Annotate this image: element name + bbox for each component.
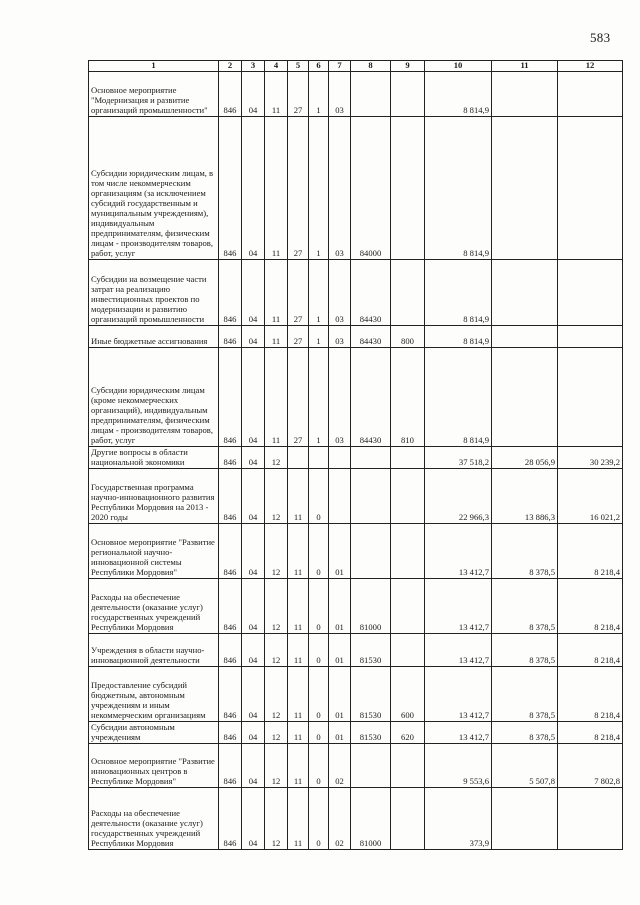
activity-code-cell: 01	[329, 667, 351, 722]
direction-code-cell: 84430	[351, 326, 391, 348]
row-name-cell: Расходы на обеспечение деятельности (оказание услуг) государственных учреждений Республики Мордовия	[89, 788, 219, 850]
table-row	[89, 788, 623, 850]
header-row	[89, 61, 623, 72]
column-header: 2	[219, 61, 242, 72]
amount-year2-cell: 5 507,8	[492, 744, 558, 788]
section-code-cell: 04	[242, 326, 265, 348]
section-code-cell: 04	[242, 260, 265, 326]
subsection-code-cell: 11	[265, 260, 288, 326]
amount-year3-cell: 7 802,8	[558, 744, 623, 788]
subsection-code-cell: 11	[265, 348, 288, 447]
direction-code-cell	[351, 447, 391, 469]
activity-code-cell: 03	[329, 326, 351, 348]
program-code-cell: 11	[288, 469, 309, 524]
activity-code-cell: 02	[329, 744, 351, 788]
amount-year1-cell: 13 412,7	[425, 667, 492, 722]
amount-year3-cell: 8 218,4	[558, 579, 623, 634]
subsection-code-cell: 12	[265, 744, 288, 788]
amount-year1-cell: 13 412,7	[425, 722, 492, 744]
row-name-cell: Другие вопросы в области национальной экономики	[89, 447, 219, 469]
row-name-cell: Учреждения в области научно-инновационной деятельности	[89, 634, 219, 667]
activity-code-cell: 01	[329, 524, 351, 579]
expense-type-cell	[391, 260, 425, 326]
expense-type-cell	[391, 447, 425, 469]
direction-code-cell	[351, 72, 391, 117]
chapter-code-cell: 846	[219, 744, 242, 788]
chapter-code-cell: 846	[219, 579, 242, 634]
direction-code-cell: 81530	[351, 667, 391, 722]
table-row	[89, 447, 623, 469]
program-code-cell: 11	[288, 788, 309, 850]
expense-type-cell	[391, 524, 425, 579]
amount-year2-cell: 8 378,5	[492, 634, 558, 667]
amount-year1-cell: 8 814,9	[425, 348, 492, 447]
program-code-cell: 27	[288, 117, 309, 260]
amount-year1-cell: 13 412,7	[425, 579, 492, 634]
table-row	[89, 667, 623, 722]
amount-year1-cell: 8 814,9	[425, 72, 492, 117]
program-code-cell	[288, 447, 309, 469]
chapter-code-cell: 846	[219, 348, 242, 447]
table-row	[89, 348, 623, 447]
column-header: 11	[492, 61, 558, 72]
section-code-cell: 04	[242, 579, 265, 634]
direction-code-cell: 84430	[351, 348, 391, 447]
subsection-code-cell: 12	[265, 722, 288, 744]
row-name-cell: Основное мероприятие "Развитие региональной научно-инновационной системы Республики Мордовия"	[89, 524, 219, 579]
amount-year2-cell: 8 378,5	[492, 579, 558, 634]
amount-year3-cell: 8 218,4	[558, 524, 623, 579]
amount-year2-cell	[492, 260, 558, 326]
subprogram-code-cell: 1	[309, 260, 329, 326]
subprogram-code-cell: 0	[309, 579, 329, 634]
amount-year2-cell	[492, 326, 558, 348]
expense-type-cell	[391, 744, 425, 788]
chapter-code-cell: 846	[219, 667, 242, 722]
direction-code-cell	[351, 524, 391, 579]
subsection-code-cell: 12	[265, 447, 288, 469]
column-header: 5	[288, 61, 309, 72]
expense-type-cell	[391, 788, 425, 850]
amount-year2-cell	[492, 348, 558, 447]
amount-year1-cell: 8 814,9	[425, 326, 492, 348]
expense-type-cell: 810	[391, 348, 425, 447]
subprogram-code-cell: 1	[309, 117, 329, 260]
amount-year1-cell: 373,9	[425, 788, 492, 850]
chapter-code-cell: 846	[219, 447, 242, 469]
subprogram-code-cell	[309, 447, 329, 469]
activity-code-cell: 01	[329, 634, 351, 667]
amount-year3-cell: 8 218,4	[558, 634, 623, 667]
amount-year1-cell: 13 412,7	[425, 634, 492, 667]
direction-code-cell	[351, 744, 391, 788]
table-row	[89, 72, 623, 117]
amount-year3-cell	[558, 72, 623, 117]
amount-year3-cell	[558, 788, 623, 850]
subsection-code-cell: 12	[265, 634, 288, 667]
activity-code-cell: 03	[329, 260, 351, 326]
row-name-cell: Основное мероприятие "Модернизация и развитие организаций промышленности"	[89, 72, 219, 117]
amount-year1-cell: 22 966,3	[425, 469, 492, 524]
program-code-cell: 11	[288, 634, 309, 667]
activity-code-cell	[329, 469, 351, 524]
amount-year3-cell	[558, 348, 623, 447]
section-code-cell: 04	[242, 117, 265, 260]
subprogram-code-cell: 1	[309, 326, 329, 348]
program-code-cell: 27	[288, 348, 309, 447]
expense-type-cell: 600	[391, 667, 425, 722]
section-code-cell: 04	[242, 667, 265, 722]
section-code-cell: 04	[242, 722, 265, 744]
direction-code-cell: 81000	[351, 788, 391, 850]
expense-type-cell	[391, 469, 425, 524]
subprogram-code-cell: 0	[309, 722, 329, 744]
budget-table	[88, 60, 623, 850]
amount-year3-cell	[558, 260, 623, 326]
row-name-cell: Основное мероприятие "Развитие инновационных центров в Республике Мордовия"	[89, 744, 219, 788]
row-name-cell: Иные бюджетные ассигнования	[89, 326, 219, 348]
table-row	[89, 744, 623, 788]
chapter-code-cell: 846	[219, 469, 242, 524]
amount-year3-cell	[558, 117, 623, 260]
amount-year2-cell	[492, 72, 558, 117]
activity-code-cell: 03	[329, 72, 351, 117]
column-header: 10	[425, 61, 492, 72]
subsection-code-cell: 12	[265, 788, 288, 850]
section-code-cell: 04	[242, 447, 265, 469]
amount-year1-cell: 37 518,2	[425, 447, 492, 469]
program-code-cell: 27	[288, 72, 309, 117]
column-header: 9	[391, 61, 425, 72]
table-row	[89, 722, 623, 744]
activity-code-cell: 03	[329, 117, 351, 260]
chapter-code-cell: 846	[219, 117, 242, 260]
chapter-code-cell: 846	[219, 524, 242, 579]
amount-year2-cell	[492, 788, 558, 850]
section-code-cell: 04	[242, 634, 265, 667]
amount-year1-cell: 13 412,7	[425, 524, 492, 579]
expense-type-cell	[391, 579, 425, 634]
subsection-code-cell: 11	[265, 117, 288, 260]
column-header: 6	[309, 61, 329, 72]
section-code-cell: 04	[242, 348, 265, 447]
expense-type-cell	[391, 72, 425, 117]
table-row	[89, 469, 623, 524]
amount-year1-cell: 9 553,6	[425, 744, 492, 788]
row-name-cell: Субсидии юридическим лицам, в том числе некоммерческим организациям (за исключением субсидий государственным и муниципальным учреждениям), индивидуальным предпринимателям, физическим лицам - производителям товаров, работ, услуг	[89, 117, 219, 260]
expense-type-cell	[391, 634, 425, 667]
amount-year1-cell: 8 814,9	[425, 260, 492, 326]
chapter-code-cell: 846	[219, 72, 242, 117]
amount-year3-cell: 8 218,4	[558, 667, 623, 722]
expense-type-cell: 800	[391, 326, 425, 348]
amount-year2-cell: 28 056,9	[492, 447, 558, 469]
subprogram-code-cell: 0	[309, 469, 329, 524]
program-code-cell: 27	[288, 326, 309, 348]
direction-code-cell: 84000	[351, 117, 391, 260]
activity-code-cell: 03	[329, 348, 351, 447]
row-name-cell: Расходы на обеспечение деятельности (оказание услуг) государственных учреждений Республики Мордовия	[89, 579, 219, 634]
section-code-cell: 04	[242, 524, 265, 579]
page-number: 583	[590, 30, 611, 45]
row-name-cell: Субсидии на возмещение части затрат на реализацию инвестиционных проектов по модернизации и развитию организаций промышленности	[89, 260, 219, 326]
section-code-cell: 04	[242, 788, 265, 850]
table-body	[89, 72, 623, 850]
subprogram-code-cell: 0	[309, 667, 329, 722]
subprogram-code-cell: 0	[309, 788, 329, 850]
subsection-code-cell: 11	[265, 72, 288, 117]
amount-year2-cell: 13 886,3	[492, 469, 558, 524]
program-code-cell: 11	[288, 744, 309, 788]
subsection-code-cell: 12	[265, 579, 288, 634]
amount-year3-cell: 8 218,4	[558, 722, 623, 744]
amount-year2-cell: 8 378,5	[492, 722, 558, 744]
subsection-code-cell: 12	[265, 524, 288, 579]
amount-year2-cell: 8 378,5	[492, 524, 558, 579]
activity-code-cell: 01	[329, 579, 351, 634]
table-row	[89, 524, 623, 579]
expense-type-cell: 620	[391, 722, 425, 744]
direction-code-cell: 81530	[351, 722, 391, 744]
column-header: 1	[89, 61, 219, 72]
section-code-cell: 04	[242, 744, 265, 788]
row-name-cell: Предоставление субсидий бюджетным, автономным учреждениям и иным некоммерческим организациям	[89, 667, 219, 722]
section-code-cell: 04	[242, 72, 265, 117]
column-header: 7	[329, 61, 351, 72]
direction-code-cell: 84430	[351, 260, 391, 326]
chapter-code-cell: 846	[219, 326, 242, 348]
column-header: 8	[351, 61, 391, 72]
chapter-code-cell: 846	[219, 722, 242, 744]
program-code-cell: 11	[288, 722, 309, 744]
expense-type-cell	[391, 117, 425, 260]
subsection-code-cell: 12	[265, 667, 288, 722]
activity-code-cell: 02	[329, 788, 351, 850]
subprogram-code-cell: 0	[309, 634, 329, 667]
row-name-cell: Субсидии автономным учреждениям	[89, 722, 219, 744]
table-row	[89, 579, 623, 634]
table-row	[89, 634, 623, 667]
program-code-cell: 11	[288, 524, 309, 579]
chapter-code-cell: 846	[219, 260, 242, 326]
subprogram-code-cell: 1	[309, 348, 329, 447]
amount-year1-cell: 8 814,9	[425, 117, 492, 260]
amount-year3-cell: 30 239,2	[558, 447, 623, 469]
subprogram-code-cell: 0	[309, 524, 329, 579]
column-header: 12	[558, 61, 623, 72]
program-code-cell: 27	[288, 260, 309, 326]
chapter-code-cell: 846	[219, 788, 242, 850]
subprogram-code-cell: 1	[309, 72, 329, 117]
column-header: 4	[265, 61, 288, 72]
table-row	[89, 326, 623, 348]
table-row	[89, 117, 623, 260]
section-code-cell: 04	[242, 469, 265, 524]
table-row	[89, 260, 623, 326]
program-code-cell: 11	[288, 667, 309, 722]
activity-code-cell	[329, 447, 351, 469]
program-code-cell: 11	[288, 579, 309, 634]
amount-year2-cell	[492, 117, 558, 260]
subsection-code-cell: 12	[265, 469, 288, 524]
amount-year2-cell: 8 378,5	[492, 667, 558, 722]
amount-year3-cell: 16 021,2	[558, 469, 623, 524]
activity-code-cell: 01	[329, 722, 351, 744]
row-name-cell: Государственная программа научно-инновационного развития Республики Мордовия на 2013 - 2020 годы	[89, 469, 219, 524]
direction-code-cell	[351, 469, 391, 524]
column-header: 3	[242, 61, 265, 72]
subprogram-code-cell: 0	[309, 744, 329, 788]
amount-year3-cell	[558, 326, 623, 348]
subsection-code-cell: 11	[265, 326, 288, 348]
row-name-cell: Субсидии юридическим лицам (кроме некоммерческих организаций), индивидуальным предпринимателям, физическим лицам - производителям товаров, работ, услуг	[89, 348, 219, 447]
direction-code-cell: 81000	[351, 579, 391, 634]
chapter-code-cell: 846	[219, 634, 242, 667]
direction-code-cell: 81530	[351, 634, 391, 667]
